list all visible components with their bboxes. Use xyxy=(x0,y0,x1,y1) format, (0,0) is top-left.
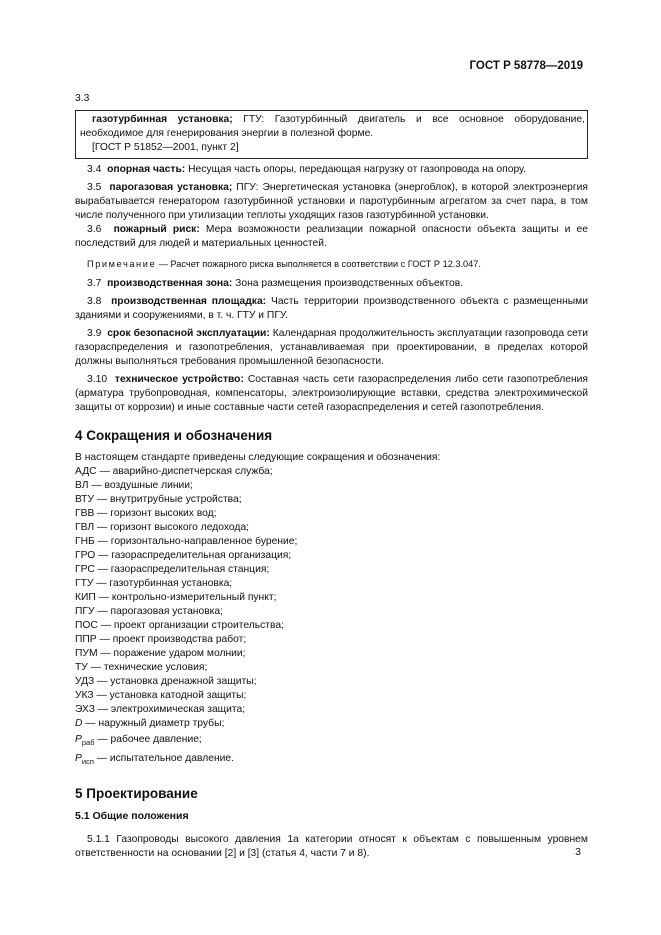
symbol-p: P xyxy=(75,753,82,764)
def-term: срок безопасной эксплуатации: xyxy=(107,328,270,339)
def-3-3-body xyxy=(80,113,585,141)
abbreviation-item: ВЛ — воздушные линии; xyxy=(75,480,193,491)
subsection-5-1-heading: 5.1 Общие положения xyxy=(75,810,189,822)
def-3-3-term: газотурбинная установка; xyxy=(92,114,233,125)
symbol-d: D xyxy=(75,718,83,729)
definition-paragraph xyxy=(75,277,588,291)
definitions-block xyxy=(75,92,588,865)
abbreviation-item: АДС — аварийно-диспетчерская служба; xyxy=(75,466,273,477)
abbreviation-item: ГВВ — горизонт высоких вод; xyxy=(75,508,217,519)
symbol-p: P xyxy=(75,734,82,745)
abbreviation-item: ГРС — газораспределительная станция; xyxy=(75,564,270,575)
def-number: 3.7 xyxy=(87,278,102,289)
abbreviation-item: ТУ — технические условия; xyxy=(75,662,208,673)
def-number: 3.4 xyxy=(87,164,102,175)
def-text: Несущая часть опоры, передающая нагрузку от газопровода на опору. xyxy=(185,164,527,175)
def-number: 3.5 xyxy=(87,182,102,193)
def-term: производственная зона: xyxy=(107,278,233,289)
def-number: 3.10 xyxy=(87,374,108,385)
definition-paragraph xyxy=(75,327,588,369)
def-text: Мера возможности реализации пожарной опасности объекта защиты и ее последствий для людей и материальных ценностей. xyxy=(75,224,588,249)
def-term: пожарный риск: xyxy=(113,224,200,235)
symbol-d-text: — наружный диаметр трубы; xyxy=(82,718,225,729)
symbol-d-item xyxy=(75,717,588,731)
def-term: техническое устройство: xyxy=(114,374,244,385)
note-label: Примечание xyxy=(87,259,157,269)
def-term: парогазовая установка; xyxy=(109,182,233,193)
symbol-subscript: исп xyxy=(81,757,94,766)
section-4-heading: 4 Сокращения и обозначения xyxy=(75,428,273,443)
abbreviation-item: ГРО — газораспределительная организация; xyxy=(75,550,292,561)
abbreviation-item: ПОС — проект организации строительства; xyxy=(75,620,284,631)
def-3-3-box xyxy=(75,110,588,159)
def-text: Зона размещения производственных объектов. xyxy=(232,278,464,289)
symbol-subscript: раб xyxy=(81,738,95,747)
def-3-3-text: ГТУ: Газотурбинный двигатель и все основное оборудование, необходимое для генерирования энергии в полезной форме. xyxy=(80,114,585,139)
def-term: опорная часть: xyxy=(107,164,186,175)
abbreviation-item: ПУМ — поражение ударом молнии; xyxy=(75,648,246,659)
symbol-pisp-item xyxy=(75,752,588,769)
definition-paragraph xyxy=(75,223,588,251)
paragraph-5-1-1: 5.1.1 Газопроводы высокого давления 1а категории относят к объектам с повышенным уровнем ответственности на основании [2] и [3] (статья 4, части 7 и 8). xyxy=(75,834,588,859)
abbreviation-item: ВТУ — внутритрубные устройства; xyxy=(75,494,242,505)
definition-paragraph xyxy=(75,163,588,177)
abbreviation-item: КИП — контрольно-измерительный пункт; xyxy=(75,592,277,603)
symbol-prab-item xyxy=(75,733,588,750)
def-text: ПГУ: Энергетическая установка (энергоблок), в которой электроэнергия вырабатывается генератором газотурбинной установки и паротурбинным агрегатом за счет пара, в том числе полученного при утилизации теплоты уходящих газов газотурбинной установки. xyxy=(75,182,588,221)
note-text: — Расчет пожарного риска выполняется в соответствии с ГОСТ Р 12.3.047. xyxy=(156,259,481,269)
abbreviation-item: ПГУ — парогазовая установка; xyxy=(75,606,223,617)
abbreviation-item: УДЗ — установка дренажной защиты; xyxy=(75,676,257,687)
abbreviation-item: ППР — проект производства работ; xyxy=(75,634,247,645)
symbol-pisp-text: — испытательное давление. xyxy=(93,753,234,764)
symbol-prab-text: — рабочее давление; xyxy=(94,734,202,745)
note-paragraph xyxy=(75,257,588,271)
section-5-heading: 5 Проектирование xyxy=(75,786,198,801)
def-term: производственная площадка: xyxy=(111,296,267,307)
standard-code: ГОСТ Р 58778—2019 xyxy=(469,60,583,72)
abbreviation-item: ГНБ — горизонтально-направленное бурение; xyxy=(75,536,298,547)
page-number: 3 xyxy=(575,846,581,858)
def-3-3-ref: [ГОСТ Р 51852—2001, пункт 2] xyxy=(92,142,239,153)
definition-paragraph xyxy=(75,295,588,323)
abbreviation-item: ГВЛ — горизонт высокого ледохода; xyxy=(75,522,250,533)
abbreviation-item: ГТУ — газотурбинная установка; xyxy=(75,578,233,589)
def-3-3-number: 3.3 xyxy=(75,93,90,104)
abbreviations-list xyxy=(75,465,588,769)
abbreviation-item: УКЗ — установка катодной защиты; xyxy=(75,690,247,701)
def-number: 3.9 xyxy=(87,328,102,339)
def-number: 3.6 xyxy=(87,224,102,235)
def-text: Календарная продолжительность эксплуатации газопровода сети газораспределения и газопотребления, устанавливаемая при проектировании, в пределах которой должны выполняться требования промышленной безопасности. xyxy=(75,328,588,367)
definition-paragraph xyxy=(75,373,588,415)
def-text: Составная часть сети газораспределения либо сети газопотребления (арматура трубопроводная, компенсаторы, электроизолирующие вставки, средства электрохимической защиты от коррозии) и иные составные части сетей газораспределения и сетей газопотребления. xyxy=(75,374,588,413)
section-4-intro: В настоящем стандарте приведены следующие сокращения и обозначения: xyxy=(75,452,441,463)
def-number: 3.8 xyxy=(87,296,102,307)
definition-paragraph xyxy=(75,181,588,223)
abbreviation-item: ЭХЗ — электрохимическая защита; xyxy=(75,704,246,715)
def-text: Часть территории производственного объекта с размещенными зданиями и сооружениями, в т. ч. ГТУ и ПГУ. xyxy=(75,296,588,321)
